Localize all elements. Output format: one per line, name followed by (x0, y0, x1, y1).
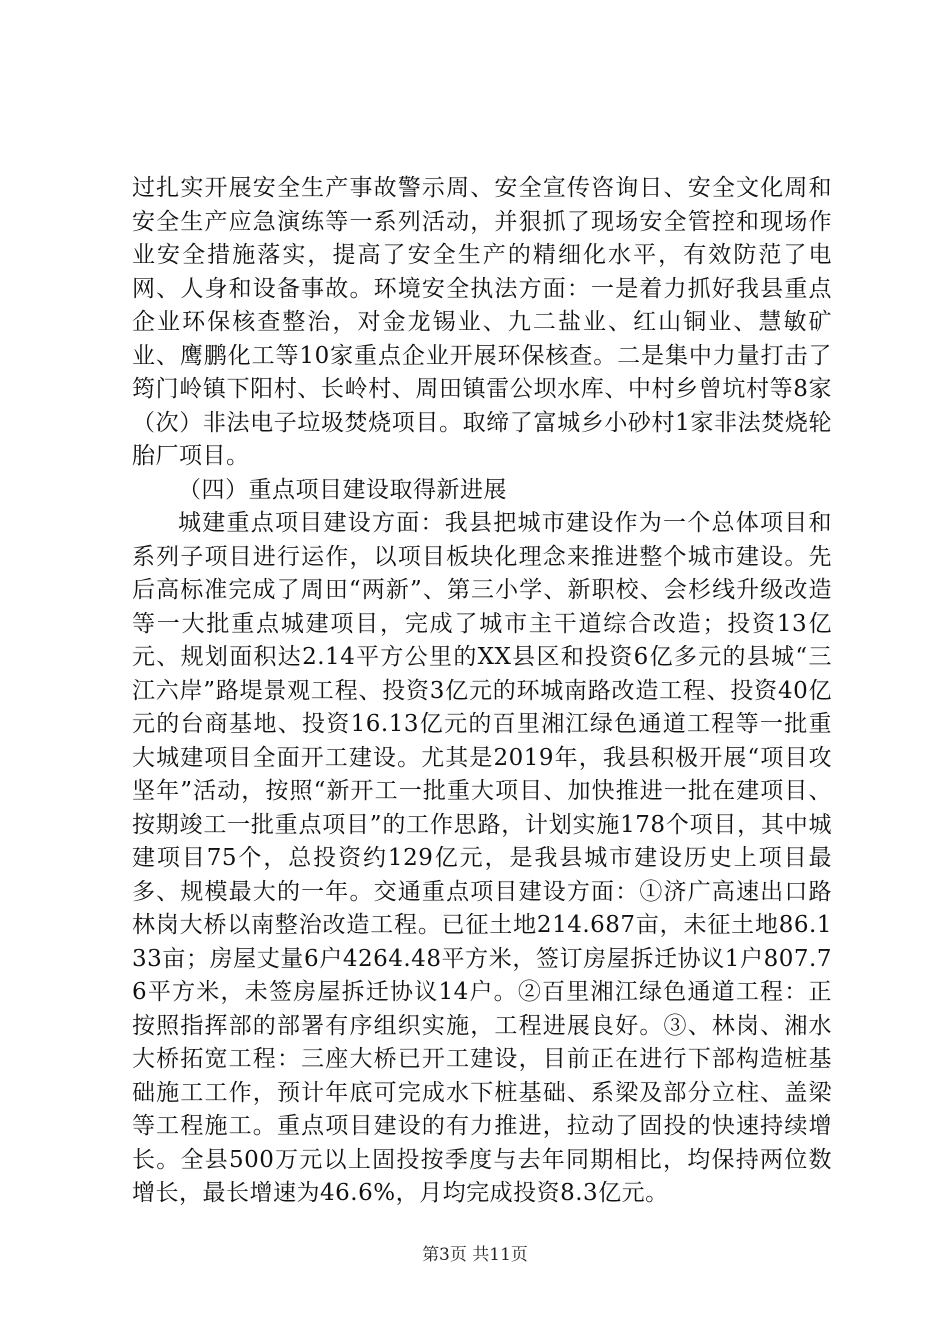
paragraph-urban-construction: 城建重点项目建设方面：我县把城市建设作为一个总体项目和系列子项目进行运作，以项目板块化理念来推进整个城市建设。先后高标准完成了周田“两新”、第三小学、新职校、会杉线升级改造等一大批重点城建项目，完成了城市主干道综合改造；投资13亿元、规划面积达2.14平方公里的XX县区和投资6亿多元的县城“三江六岸”路堤景观工程、投资3亿元的环城南路改造工程、投资40亿元的台商基地、投资16.13亿元的百里湘江绿色通道工程等一批重大城建项目全面开工建设。尤其是2019年，我县积极开展“项目攻坚年”活动，按照“新开工一批重大项目、加快推进一批在建项目、按期竣工一批重点项目”的工作思路，计划实施178个项目，其中城建项目75个，总投资约129亿元，是我县城市建设历史上项目最多、规模最大的一年。交通重点项目建设方面：①济广高速出口路林岗大桥以南整治改造工程。已征土地214.687亩，未征土地86.133亩；房屋丈量6户4264.48平方米，签订房屋拆迁协议1户807.76平方米，未签房屋拆迁协议14户。②百里湘江绿色通道工程：正按照指挥部的部署有序组织实施，工程进展良好。③、林岗、湘水大桥拓宽工程：三座大桥已开工建设，目前正在进行下部构造桩基础施工工作，预计年底可完成水下桩基础、系梁及部分立柱、盖梁等工程施工。重点项目建设的有力推进，拉动了固投的快速持续增长。全县500万元以上固投按季度与去年同期相比，均保持两位数增长，最长增速为46.6%，月均完成投资8.3亿元。 (132, 510, 832, 1206)
document-body (132, 172, 832, 1211)
section-heading-key-projects: （四）重点项目建设取得新进展 (178, 476, 507, 503)
paragraph-environment-safety: 过扎实开展安全生产事故警示周、安全宣传咨询日、安全文化周和安全生产应急演练等一系列活动，并狠抓了现场安全管控和现场作业安全措施落实，提高了安全生产的精细化水平，有效防范了电网、人身和设备事故。环境安全执法方面：一是着力抓好我县重点企业环保核查整治，对金龙锡业、九二盐业、红山铜业、慧敏矿业、鹰鹏化工等10家重点企业开展环保核查。二是集中力量打击了筠门岭镇下阳村、长岭村、周田镇雷公坝水库、中村乡曾坑村等8家（次）非法电子垃圾焚烧项目。取缔了富城乡小砂村1家非法焚烧轮胎厂项目。 (132, 175, 832, 469)
page-footer: 第3页 共11页 (422, 1245, 528, 1265)
